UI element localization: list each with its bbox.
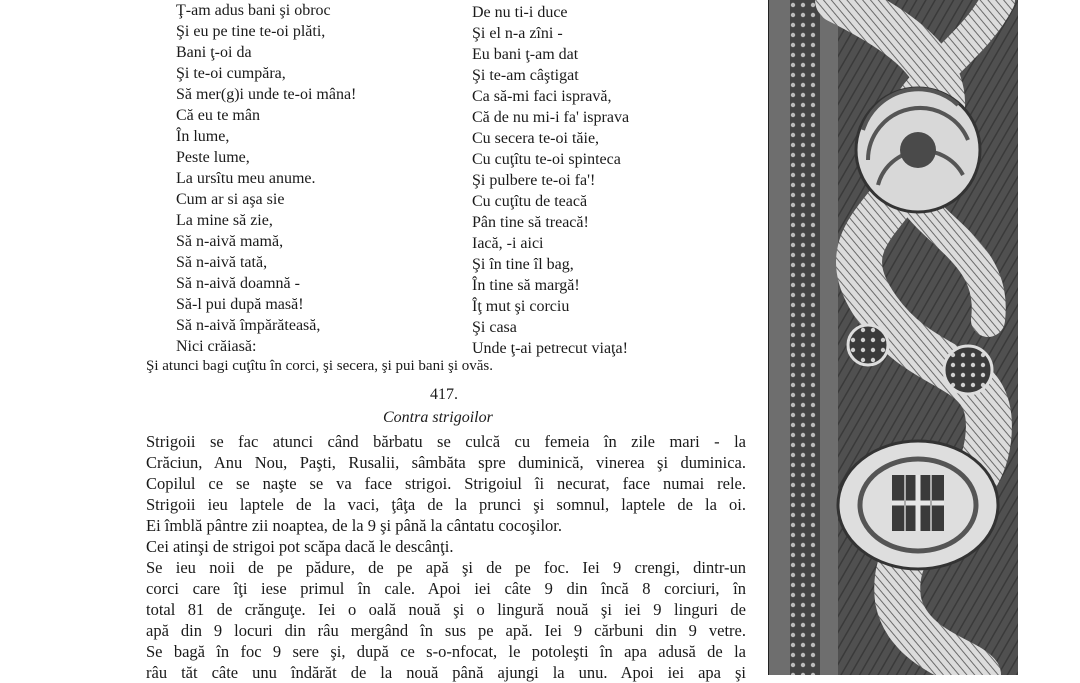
text-line: Şi casa [472, 319, 517, 336]
text-line: Cum ar si aşa sie [176, 191, 285, 208]
text-line: Să n-aivă doamnă - [176, 275, 300, 292]
poem-right-column [472, 2, 629, 359]
text-line: Să n-aivă împărăteasă, [176, 317, 321, 334]
text-line: Eu bani ţ-am dat [472, 46, 579, 63]
text-line: Şi eu pe tine te-oi plăti, [176, 23, 326, 40]
text-line: În lume, [176, 128, 230, 145]
text-line: Să-l pui după masă! [176, 296, 304, 313]
text-line: Se ieu noii de pe pădure, de pe apă şi de pe foc. Iei 9 crengi, dintr-un [146, 558, 746, 577]
poem-left-column [176, 0, 356, 357]
text-line: Peste lume, [176, 149, 250, 166]
text-line: Strigoii se fac atunci când bărbatu se culcă cu femeia în zile mari - la [146, 432, 746, 451]
text-line: Copilul ce se naşte se va face strigoi. Strigoiul îi necurat, face numai rele. [146, 474, 746, 493]
text-line: Strigoii ieu laptele de la vaci, ţâţa de la prunci şi somnul, laptele de la oi. [146, 495, 746, 514]
text-line: De nu ti-i duce [472, 4, 568, 21]
text-line: corci care îţi iese primul în cale. Apoi iei câte 9 din încă 8 corciuri, în [146, 579, 746, 598]
text-line: Cu secera te-oi tăie, [472, 130, 600, 147]
text-line: Că de nu mi-i fa' isprava [472, 109, 630, 126]
text-line: Să n-aivă mamă, [176, 233, 284, 250]
text-line: Ţ-am adus bani şi obroc [176, 2, 331, 19]
text-line: Se bagă în foc 9 sere şi, după ce s-o-nfocat, le potoleşti în apa adusă de la [146, 642, 746, 661]
text-line: Unde ţ-ai petrecut viaţa! [472, 340, 628, 357]
text-line: Ei îmblă pântre zii noaptea, de la 9 şi până la cântatu cocoşilor. [146, 516, 563, 535]
text-line: apă din 9 locuri din râu mergând în sus pe apă. Iei 9 cărbuni din 9 vetre. [146, 621, 746, 640]
text-line: Bani ţ-oi da [176, 44, 252, 61]
text-line: Cu cuţîtu te-oi spinteca [472, 151, 621, 168]
text-line: Să mer(g)i unde te-oi mâna! [176, 86, 357, 103]
section-number: 417. [430, 386, 458, 403]
text-line: Şi te-oi cumpăra, [176, 65, 286, 82]
text-line: Pân tine să treacă! [472, 214, 589, 231]
text-line: În tine să margă! [472, 277, 580, 294]
text-line: Cu cuţîtu de teacă [472, 193, 588, 210]
section-paragraph [146, 431, 746, 683]
text-line: Nici crăiasă: [176, 338, 257, 355]
text-line: Şi pulbere te-oi fa'! [472, 172, 596, 189]
carving-drawing [768, 0, 1018, 675]
text-line: Îţ mut şi corciu [472, 298, 570, 315]
poem-instruction: Şi atunci bagi cuţîtu în corci, şi secera, şi pui bani şi ovăs. [146, 358, 494, 374]
text-line: Şi în tine îl bag, [472, 256, 574, 273]
text-line: Şi el n-a zîni - [472, 25, 563, 42]
text-line: Iacă, -i aici [472, 235, 544, 252]
text-line: Cei atinşi de strigoi pot scăpa dacă le descânţi. [146, 537, 454, 556]
text-line: total 81 de crănguţe. Iei o oală nouă şi o lingură nouă şi iei 9 linguri de [146, 600, 746, 619]
text-line: Ca să-mi faci ispravă, [472, 88, 612, 105]
text-line: Că eu te mân [176, 107, 260, 124]
text-line: Crăciun, Anu Nou, Paşti, Rusalii, sâmbăta spre duminică, vinerea şi duminica. [146, 453, 746, 472]
text-line: La ursîtu meu anume. [176, 170, 316, 187]
text-line: Să n-aivă tată, [176, 254, 268, 271]
section-title: Contra strigoilor [383, 409, 493, 426]
text-line: Şi te-am câştigat [472, 67, 579, 84]
text-line: râu tăt câte unu îndărăt de la nouă până ajungi la unu. Apoi iei apa şi [146, 663, 746, 682]
carved-wood-illustration [768, 0, 1018, 675]
text-line: La mine să zie, [176, 212, 273, 229]
